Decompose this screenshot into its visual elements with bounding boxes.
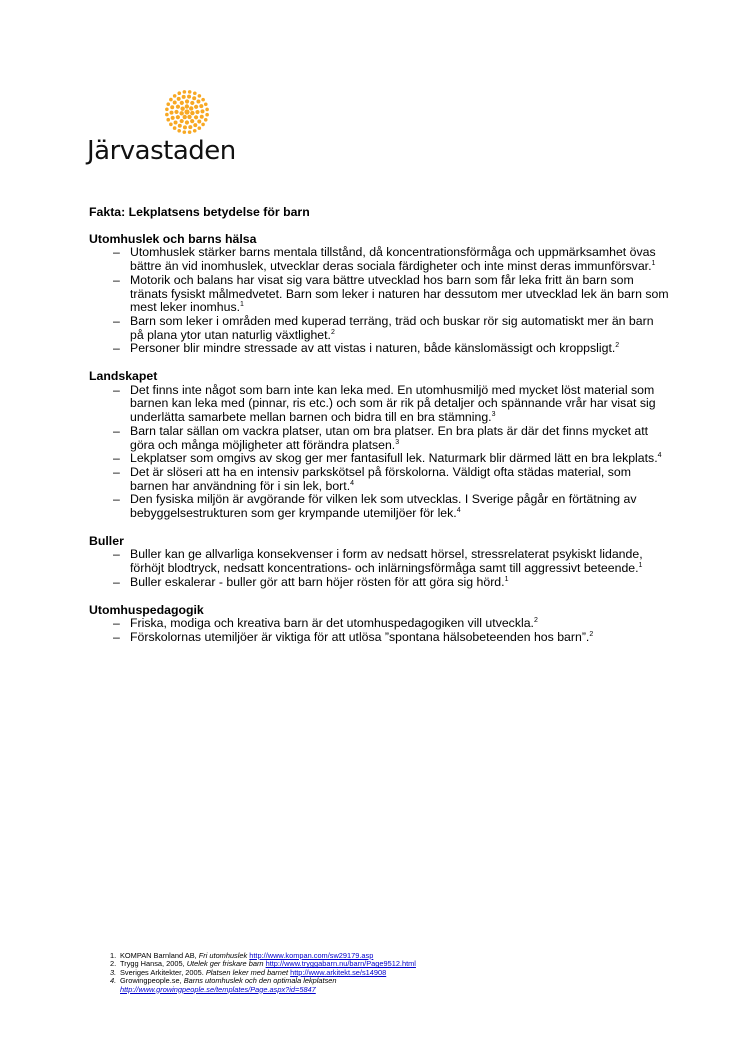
logo-text: Järvastaden [87, 136, 236, 166]
bullet-item: – Buller eskalerar - buller gör att barn höjer rösten för att göra sig hörd.$^1$ [113, 574, 509, 589]
bullet-item: – Det finns inte något som barn inte kan leka med. En utomhusmiljö med mycket löst material som barnen kan leka med (pinnar, ris etc.) och som är rik på detaljer och spännande vrår har visat sig underlätta samarbete mellan barnen och bidra till en bra stämning.$^3$ [113, 382, 656, 425]
section-utomhuslek [89, 233, 669, 356]
bullet-item: – Buller kan ge allvarliga konsekvenser i form av nedsatt hörsel, stressrelaterat psykiskt lidande, förhöjt blodtryck, nedsatt koncentrations- och inlärningsförmåga samt till aggressivt beteende.$^1$ [113, 547, 643, 576]
section-landskapet [89, 370, 669, 521]
footnote-2: 2. Trygg Hansa, 2005, Utelek ger friskare barn http://www.tryggabarn.nu/barn/Page9512.html [110, 959, 416, 969]
document-title: Fakta: Lekplatsens betydelse för barn [89, 205, 310, 219]
document-body [89, 206, 669, 659]
footnote-4: 4. Growingpeople.se, Barns utomhuslek och den optimala lekplatsen http://www.growingpeople.se/templates/Page.aspx?id=5847 [110, 976, 337, 994]
footnote-link[interactable]: http://www.arkitekt.se/s14908 [290, 967, 387, 977]
footnotes [110, 952, 670, 994]
bullet-item: – Barn talar sällan om vackra platser, utan om bra platser. En bra plats är där det finns mycket att göra och många möjligheter att förändra platsen.$^3$ [113, 423, 649, 452]
jarvastaden-logo [86, 88, 246, 168]
footnote-link[interactable]: http://www.tryggabarn.nu/barn/Page9512.html [265, 959, 416, 969]
bullet-item: – Barn som leker i områden med kuperad terräng, träd och buskar rör sig automatiskt mer än barn på plana ytor utan naturlig växtlighet.$^2$ [113, 313, 654, 342]
bullet-item: – Det är slöseri att ha en intensiv parkskötsel på förskolorna. Väldigt ofta städas material, som barnen har användning för i sin lek, bort.$^4$ [113, 464, 631, 493]
bullet-item: – Personer blir mindre stressade av att vistas i naturen, både känslomässigt och kroppsligt.$^2$ [113, 341, 620, 356]
footnote-link[interactable]: http://www.kompan.com/sw29179.asp [249, 951, 374, 960]
bullet-item: – Friska, modiga och kreativa barn är det utomhuspedagogiken vill utveckla.$^2$ [113, 616, 538, 631]
section-utomhuspedagogik [89, 604, 669, 645]
bullet-item: – Den fysiska miljön är avgörande för vilken lek som utvecklas. I Sverige pågår en förtätning av bebyggelsestrukturen som ger krympande utemiljöer för lek.$^4$ [113, 492, 637, 521]
bullet-item: – Utomhuslek stärker barns mentala tillstånd, då koncentrationsförmåga och uppmärksamhet övas bättre än vid inomhuslek, utvecklar deras sociala färdigheter och inte minst deras immunförsvar.$^1$ [113, 245, 656, 274]
footnote-1: 1. KOMPAN Barnland AB, Fri utomhuslek http://www.kompan.com/sw29179.asp [110, 951, 374, 960]
bullet-item: – Motorik och balans har visat sig vara bättre utvecklad hos barn som får leka fritt än barn som tränats fysiskt målmedvetet. Barn som leker i naturen har dessutom mer utvecklad lek än barn som mest leker inomhus.$^1$ [113, 272, 669, 315]
footnote-link[interactable]: http://www.growingpeople.se/templates/Page.aspx?id=5847 [120, 984, 316, 994]
section-heading: Buller [89, 533, 124, 548]
section-heading: Utomhuslek och barns hälsa [89, 231, 257, 246]
bullet-item: – Förskolornas utemiljöer är viktiga för att utlösa ”spontana hälsobeteenden hos barn”.$^2$ [113, 629, 594, 644]
section-heading: Utomhuspedagogik [89, 602, 204, 617]
bullet-item: – Lekplatser som omgivs av skog ger mer fantasifull lek. Naturmark blir därmed lätt en bra lekplats.$^4$ [113, 451, 662, 466]
sun-icon [163, 88, 211, 136]
section-heading: Landskapet [89, 369, 158, 384]
footnote-3: 3. Sveriges Arkitekter, 2005. Platsen leker med barnet http://www.arkitekt.se/s14908 [110, 967, 387, 977]
section-buller [89, 535, 669, 590]
